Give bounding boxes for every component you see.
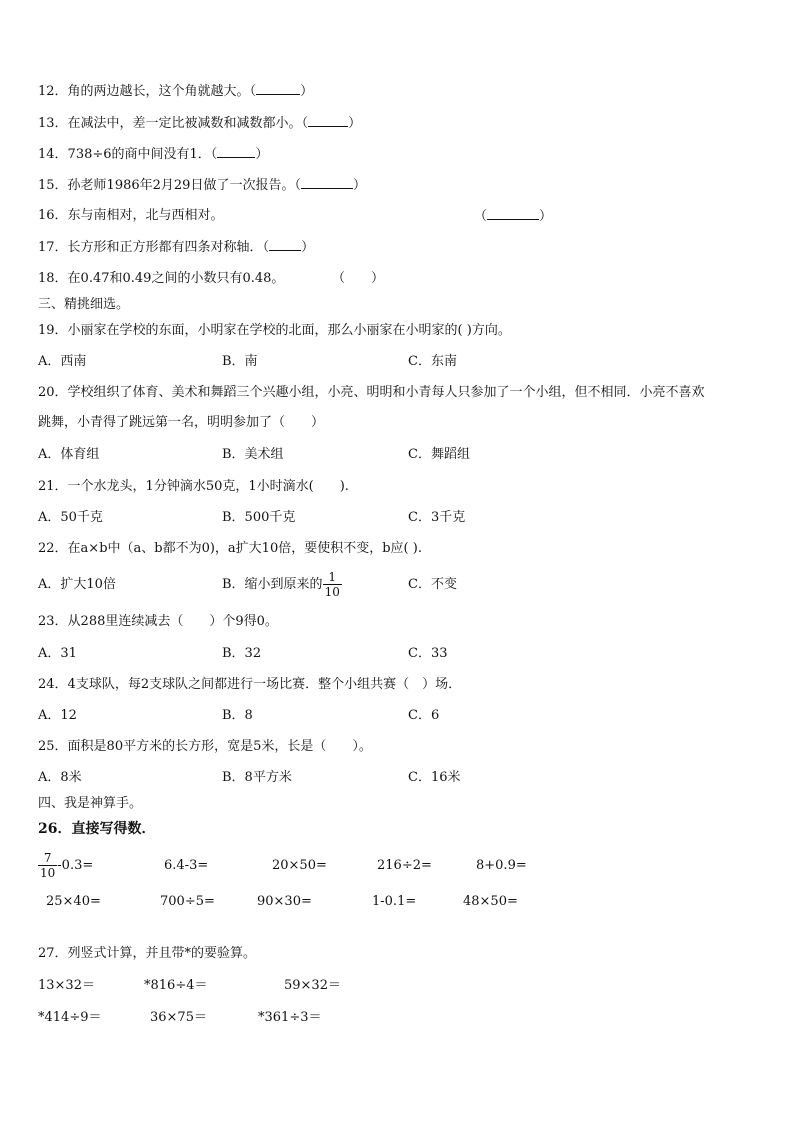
calc-item: 1-0.1= — [372, 894, 417, 909]
question-number: 12． — [38, 84, 68, 99]
section-heading-4: 四、我是神算手。 — [38, 796, 143, 811]
option-b[interactable]: B．8平方米 — [222, 770, 292, 785]
fraction: $\frac{1}{10}$ — [324, 570, 340, 599]
calc-item: *361÷3＝ — [258, 1010, 322, 1025]
question-26-title: 26．直接写得数． — [38, 821, 156, 837]
option-c[interactable]: C．舞蹈组 — [408, 447, 470, 462]
question-number: 17． — [38, 240, 68, 255]
option-a[interactable]: A．50千克 — [38, 510, 103, 525]
option-a[interactable]: A．体育组 — [38, 447, 100, 462]
option-a[interactable]: A．西南 — [38, 354, 87, 369]
option-c[interactable]: C．不变 — [408, 577, 457, 592]
question-20-continued: 跳舞，小青得了跳远第一名，明明参加了（ ） — [38, 415, 325, 430]
calc-item: 216÷2= — [377, 858, 432, 873]
question-text: 在0.47和0.49之间的小数只有0.48。 — [67, 271, 285, 286]
question-18 — [38, 270, 284, 288]
calc-item: 20×50= — [272, 858, 327, 873]
calc-item: 8+0.9= — [476, 858, 527, 873]
option-c[interactable]: C．16米 — [408, 770, 461, 785]
question-13: 13．在减法中，差一定比被减数和减数都小。（ ） — [38, 116, 362, 131]
calc-item: $\frac{7}{10}$ -0.3= — [40, 851, 94, 880]
question-text: 在a×b中（a、b都不为0)，a扩大10倍，要使积不变，b应( ). — [67, 541, 422, 556]
question-text: 面积是80平方米的长方形，宽是5米，长是（ ）。 — [67, 739, 372, 754]
calc-item: 25×40= — [46, 894, 101, 909]
option-b[interactable]: B．32 — [222, 646, 262, 661]
question-text: 从288里连续减去（ ）个9得0。 — [67, 614, 278, 629]
question-number: 13． — [38, 116, 68, 131]
option-c[interactable]: C．东南 — [408, 354, 457, 369]
question-number: 14． — [38, 147, 68, 162]
answer-blank[interactable] — [217, 145, 255, 158]
option-b[interactable]: B．500千克 — [222, 510, 296, 525]
calc-item: 59×32＝ — [284, 978, 341, 993]
question-text: 在减法中，差一定比被减数和减数都小。 — [67, 116, 302, 131]
question-19: 19．小丽家在学校的东面，小明家在学校的北面，那么小丽家在小明家的( )方向。 — [38, 323, 511, 338]
option-a[interactable]: A．扩大10倍 — [38, 577, 116, 592]
calc-item: 90×30= — [257, 894, 312, 909]
answer-blank[interactable] — [308, 114, 348, 127]
question-text: 东与南相对，北与西相对。 — [67, 208, 224, 223]
answer-blank[interactable] — [487, 207, 539, 220]
answer-blank[interactable] — [256, 82, 300, 95]
question-12: 12．角的两边越长，这个角就越大。（ ） — [38, 84, 314, 99]
option-b[interactable]: B．缩小到原来的 $\frac{1}{10}$ — [222, 570, 340, 599]
question-15: 15．孙老师1986年2月29日做了一次报告。（ ） — [38, 178, 366, 193]
section-heading-3: 三、精挑细选。 — [38, 297, 130, 312]
calc-item: 6.4-3= — [164, 858, 209, 873]
question-21: 21．一个水龙头，1分钟滴水50克，1小时滴水( ). — [38, 479, 349, 494]
calc-item: 13×32＝ — [38, 978, 95, 993]
question-text: 孙老师1986年2月29日做了一次报告。 — [67, 178, 295, 193]
calc-item: 48×50= — [463, 894, 518, 909]
question-text: 一个水龙头，1分钟滴水50克，1小时滴水( ). — [67, 479, 349, 494]
question-text: 4支球队，每2支球队之间都进行一场比赛．整个小组共赛（ ）场． — [67, 677, 462, 692]
question-23: 23．从288里连续减去（ ）个9得0。 — [38, 614, 278, 629]
calc-item: *816÷4＝ — [144, 978, 208, 993]
fraction: $\frac{7}{10}$ — [40, 851, 56, 880]
question-27-title: 27．列竖式计算，并且带*的要验算。 — [38, 946, 257, 961]
question-text: 小丽家在学校的东面，小明家在学校的北面，那么小丽家在小明家的( )方向。 — [67, 323, 511, 338]
answer-blank[interactable] — [301, 176, 353, 189]
calc-item: *414÷9＝ — [38, 1010, 102, 1025]
option-a[interactable]: A．8米 — [38, 770, 82, 785]
option-b[interactable]: B．8 — [222, 708, 253, 723]
question-text: 学校组织了体育、美术和舞蹈三个兴趣小组，小亮、明明和小青每人只参加了一个小组，但不相同．小亮不喜欢 — [67, 385, 705, 400]
answer-blank[interactable] — [269, 238, 301, 251]
calc-item: 36×75＝ — [150, 1010, 207, 1025]
question-25: 25．面积是80平方米的长方形，宽是5米，长是（ ）。 — [38, 739, 372, 754]
question-number: 16． — [38, 208, 68, 223]
calc-item: 700÷5= — [160, 894, 215, 909]
question-16 — [38, 207, 224, 225]
question-text: 角的两边越长，这个角就越大。 — [67, 84, 250, 99]
question-text: 长方形和正方形都有四条对称轴． — [67, 240, 263, 255]
option-c[interactable]: C．6 — [408, 708, 440, 723]
question-20: 20．学校组织了体育、美术和舞蹈三个兴趣小组，小亮、明明和小青每人只参加了一个小组，但不相同．小亮不喜欢 — [38, 385, 705, 400]
question-14: 14．738÷6的商中间没有1．（ ） — [38, 147, 269, 162]
answer-paren[interactable]: （ ） — [332, 271, 385, 286]
option-a[interactable]: A．31 — [38, 646, 77, 661]
option-c[interactable]: C．33 — [408, 646, 448, 661]
question-17: 17．长方形和正方形都有四条对称轴．（ ） — [38, 240, 315, 255]
question-16-answer: （ ） — [474, 209, 553, 224]
question-number: 18． — [38, 271, 68, 286]
option-c[interactable]: C．3千克 — [408, 510, 466, 525]
question-text: 738÷6的商中间没有1． — [67, 147, 211, 162]
question-22: 22．在a×b中（a、b都不为0)，a扩大10倍，要使积不变，b应( ). — [38, 541, 422, 556]
option-a[interactable]: A．12 — [38, 708, 77, 723]
question-number: 15． — [38, 178, 68, 193]
option-b[interactable]: B．南 — [222, 354, 258, 369]
question-24: 24．4支球队，每2支球队之间都进行一场比赛．整个小组共赛（ ）场． — [38, 677, 462, 692]
option-b[interactable]: B．美术组 — [222, 447, 284, 462]
